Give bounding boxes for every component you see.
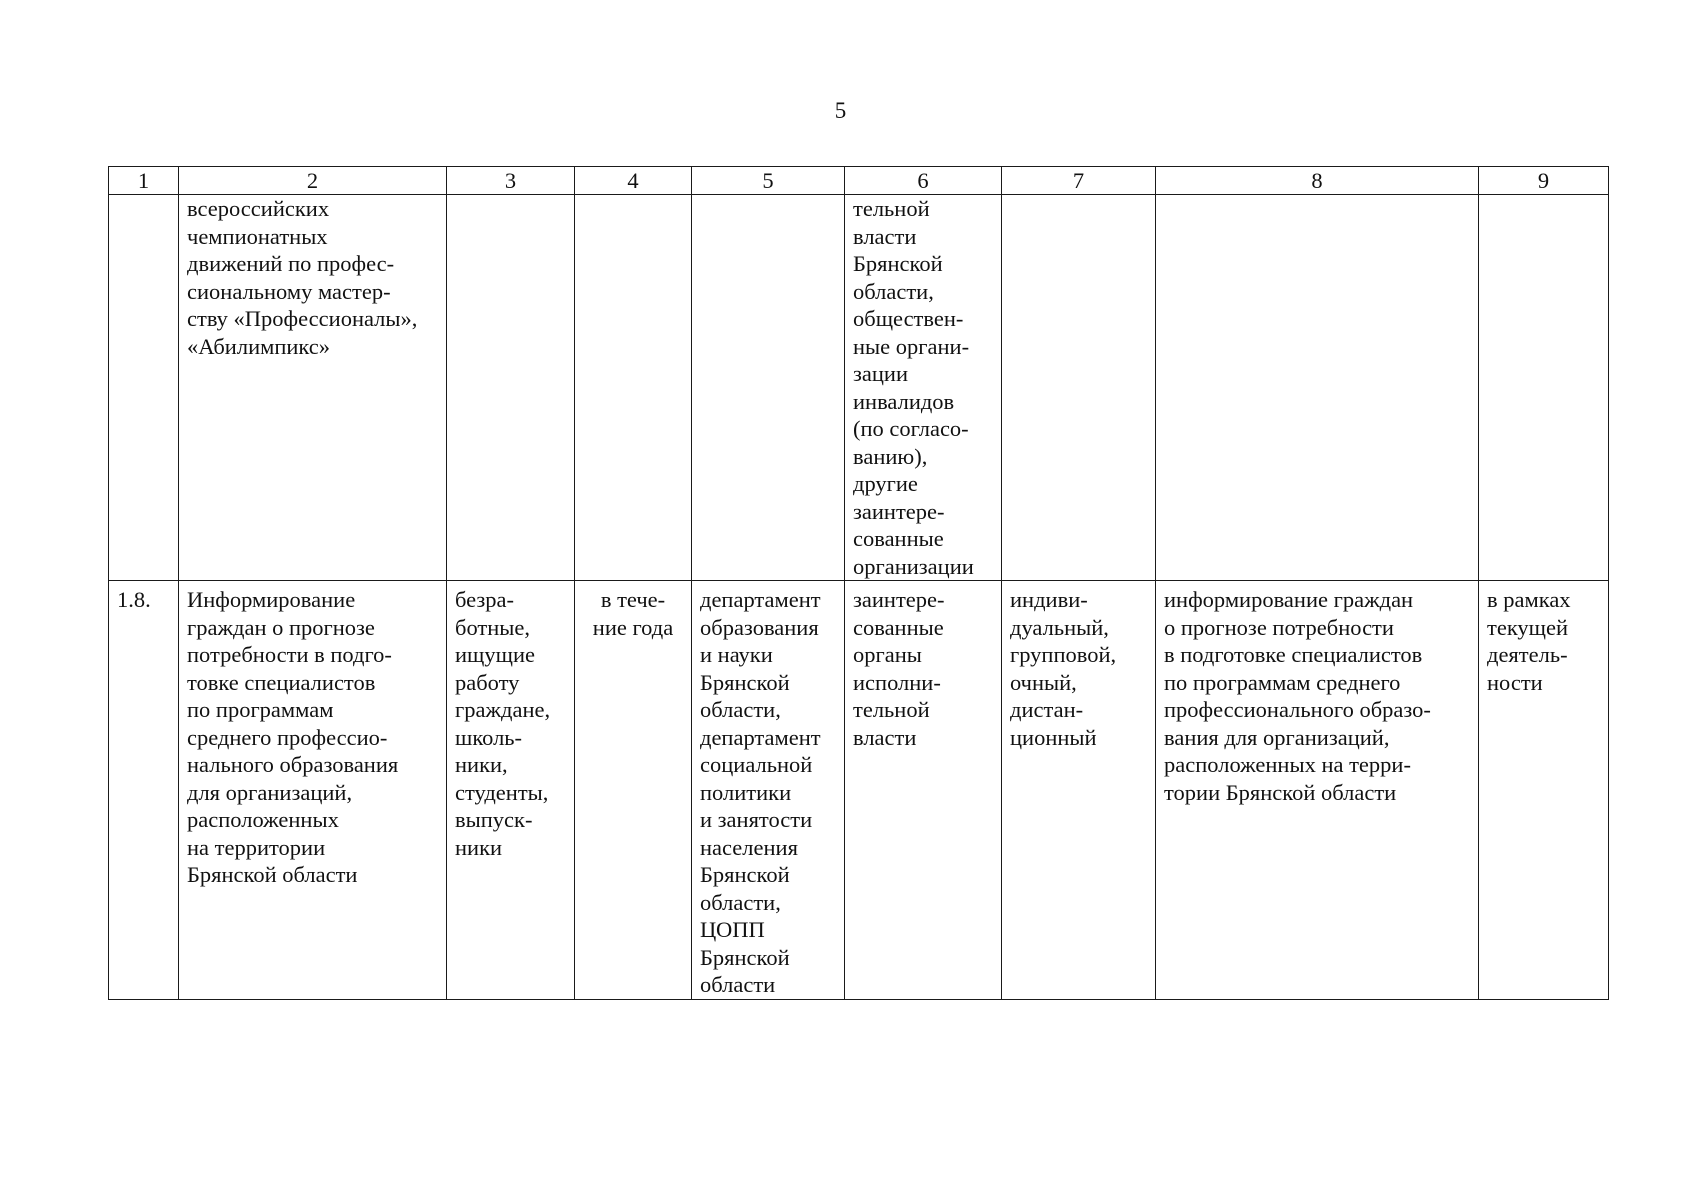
cell-funding: в рамках текущей деятель- ности	[1479, 581, 1609, 1000]
header-col-1: 1	[109, 167, 179, 195]
cell-format	[1002, 195, 1156, 581]
cell-measure: всероссийских чемпионатных движений по профес- сиональному мастер- ству «Профессионалы», «Абилимпикс»	[179, 195, 447, 581]
header-col-4: 4	[575, 167, 692, 195]
cell-result	[1156, 195, 1479, 581]
cell-partners: тельной власти Брянской области, обществен- ные органи- зации инвалидов (по согласо- ванию), другие заинтере- сованные организации	[845, 195, 1002, 581]
table-row-continuation	[109, 195, 1609, 581]
cell-responsible	[692, 195, 845, 581]
page-number: 5	[834, 98, 847, 123]
cell-responsible: департамент образования и науки Брянской области, департамент социальной политики и занятости населения Брянской области, ЦОПП Брянской области	[692, 581, 845, 1000]
cell-partners: заинтере- сованные органы исполни- тельной власти	[845, 581, 1002, 1000]
header-col-2: 2	[179, 167, 447, 195]
header-col-5: 5	[692, 167, 845, 195]
header-col-6: 6	[845, 167, 1002, 195]
cell-period: в тече- ние года	[575, 581, 692, 1000]
cell-target-group	[447, 195, 575, 581]
measures-table	[108, 166, 1609, 1000]
cell-funding	[1479, 195, 1609, 581]
cell-period	[575, 195, 692, 581]
table-row-1-8	[109, 581, 1609, 1000]
header-col-7: 7	[1002, 167, 1156, 195]
header-row	[109, 167, 1609, 195]
cell-target-group: безра- ботные, ищущие работу граждане, школь- ники, студенты, выпуск- ники	[447, 581, 575, 1000]
cell-format: индиви- дуальный, групповой, очный, дистан- ционный	[1002, 581, 1156, 1000]
cell-measure: Информирование граждан о прогнозе потребности в подго- товке специалистов по программам среднего профессио- нального образования для организаций, расположенных на территории Брянской области	[179, 581, 447, 1000]
cell-number: 1.8.	[109, 581, 179, 1000]
header-col-9: 9	[1479, 167, 1609, 195]
cell-result: информирование граждан о прогнозе потребности в подготовке специалистов по программам среднего профессионального образо- вания для организаций, расположенных на терри- тории Брянской области	[1156, 581, 1479, 1000]
header-col-8: 8	[1156, 167, 1479, 195]
cell-number	[109, 195, 179, 581]
header-col-3: 3	[447, 167, 575, 195]
